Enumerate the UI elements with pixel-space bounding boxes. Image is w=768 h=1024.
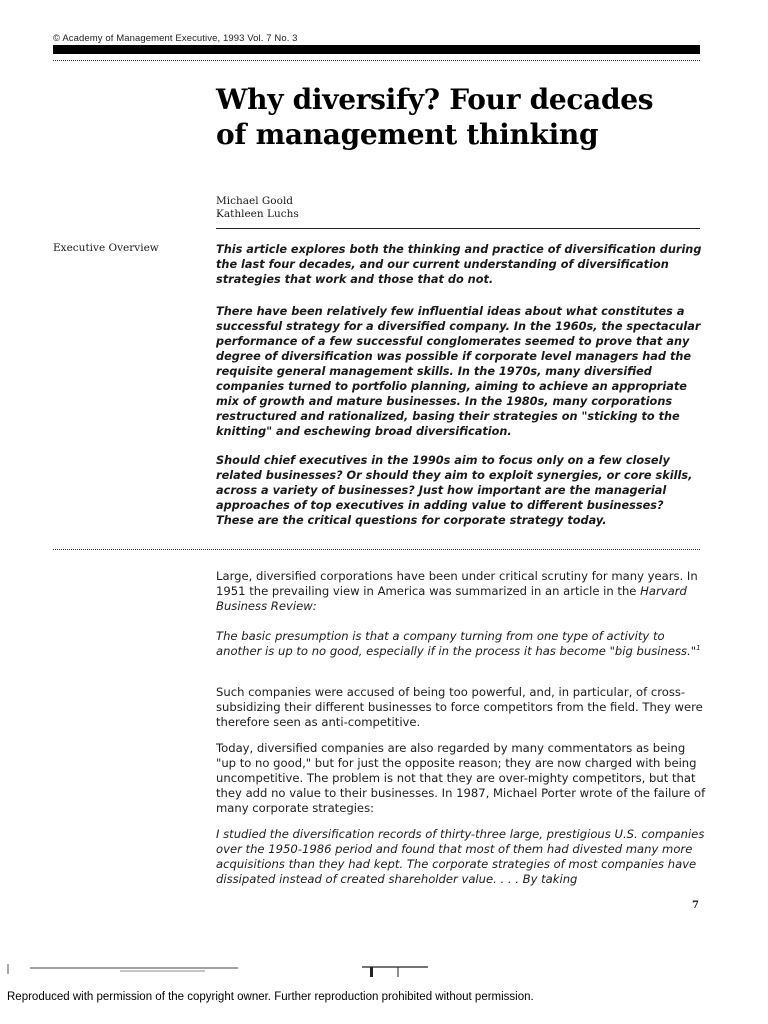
dotted-divider-top [53,60,700,61]
executive-overview-label: Executive Overview [53,242,159,254]
author-list [216,195,299,221]
cited-source: Harvard Business Review: [216,584,687,613]
header-rule [53,45,700,54]
overview-paragraph: Should chief executives in the 1990s aim to focus only on a few closely related businesses? Or should they aim to exploit synergies, or core skills, across a variety of businesses? Just how important are the managerial approaches of top executives in adding value to different businesses? These are the critical questions for corporate strategy today. [216,454,693,527]
title-line-1: Why diversify? Four decades [216,83,654,116]
author-rule [216,228,700,229]
author-name: Kathleen Luchs [216,208,299,220]
block-quote: I studied the diversification records of thirty-three large, prestigious U.S. companies over the 1950-1986 period and found that most of them had divested many more acquisitions than they had kept. The corporate strategies of most companies have dissipated instead of created shareholder value. . . . By taking [216,827,705,886]
body-paragraph: Such companies were accused of being too powerful, and, in particular, of cross-subsidizing their different businesses to force competitors from the field. They were therefore seen as anti-competitive. [216,685,703,729]
footnote-marker: 1 [696,644,701,653]
block-quote [216,629,708,659]
page-number: 7 [692,900,699,911]
quote-text: The basic presumption is that a company turning from one type of activity to another is up to no good, especially if in the process it has become "big business." [216,629,697,658]
dotted-divider-middle [53,549,700,550]
body-paragraph: Today, diversified companies are also regarded by many commentators as being "up to no good," but for just the opposite reason; they are now charged with being uncompetitive. The problem is not that they are over-mighty competitors, but that they add no value to their businesses. In 1987, Michael Porter wrote of the failure of many corporate strategies: [216,741,706,815]
author-name: Michael Goold [216,195,294,207]
article-title [216,82,696,152]
title-line-2: of management thinking [216,118,599,151]
body-text: Large, diversified corporations have been under critical scrutiny for many years. In 1951 the prevailing view in America was summarized in an article in the [216,569,698,598]
scan-registration-marks [0,960,768,980]
overview-paragraph: There have been relatively few influential ideas about what constitutes a successful strategy for a diversified company. In the 1960s, the spectacular performance of a few successful conglomerates seemed to prove that any degree of diversification was possible if corporate level managers had the requisite general management skills. In the 1970s, many diversified companies turned to portfolio planning, aiming to achieve an appropriate mix of growth and mature businesses. In the 1980s, many corporations restructured and rationalized, basing their strategies on "sticking to the knitting" and eschewing broad diversification. [216,305,701,438]
overview-paragraph: This article explores both the thinking and practice of diversification during the last four decades, and our current understanding of diversification strategies that work and those that do not. [216,243,702,286]
reproduction-notice: Reproduced with permission of the copyright owner. Further reproduction prohibited without permission. [7,991,534,1003]
journal-citation: © Academy of Management Executive, 1993 Vol. 7 No. 3 [53,33,298,44]
body-paragraph [216,569,708,614]
